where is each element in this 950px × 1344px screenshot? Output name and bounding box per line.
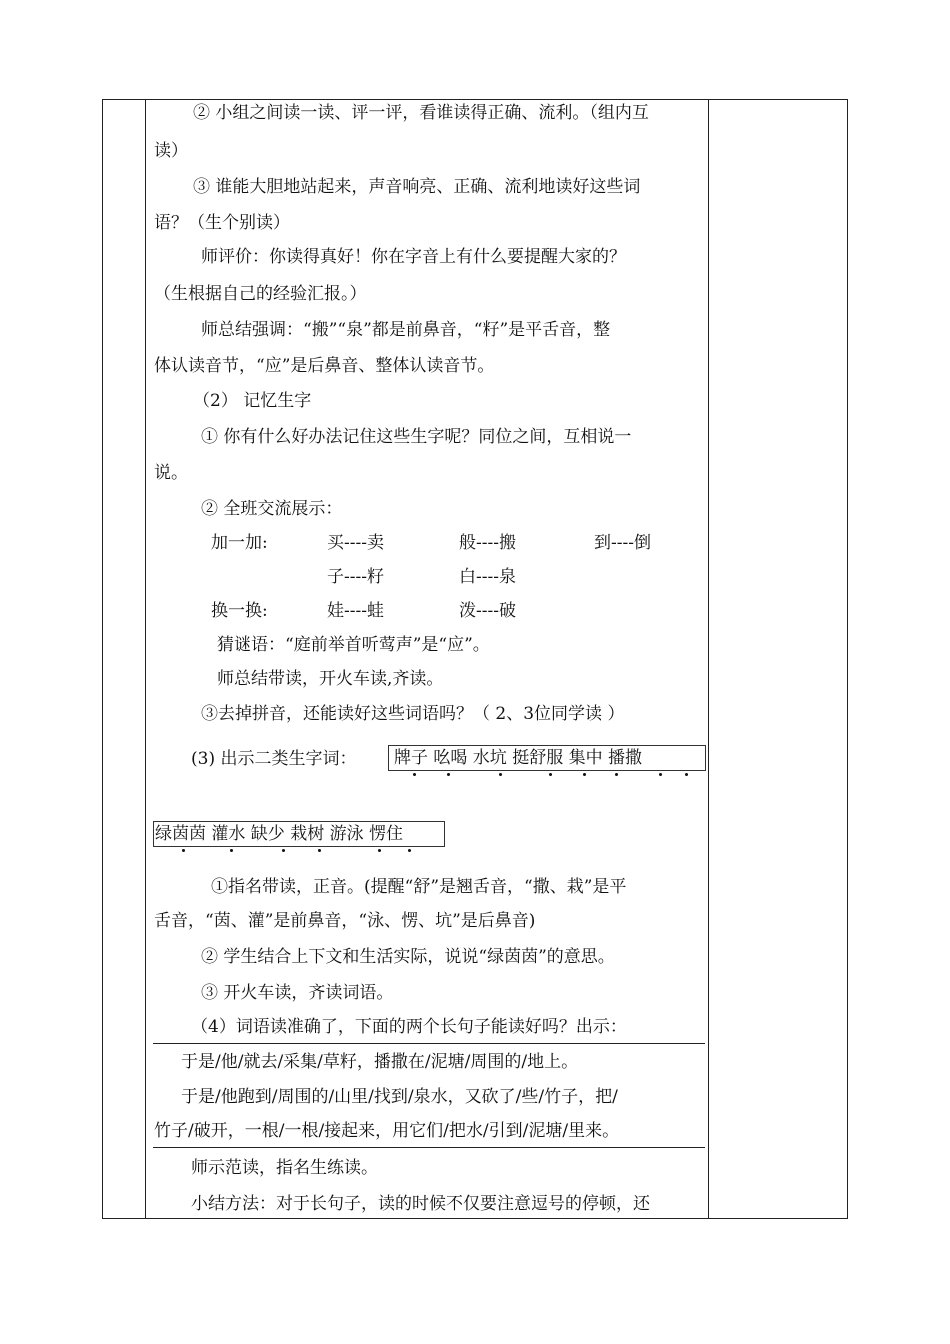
sentence-box-top <box>153 1043 705 1044</box>
add-pair: 子----籽 <box>327 567 384 587</box>
vocab-box-2 <box>153 821 445 847</box>
text-line: ② 小组之间读一读、评一评，看谁读得正确、流利。（组内互 <box>193 103 649 123</box>
text-line: ② 学生结合上下文和生活实际，说说“绿茵茵”的意思。 <box>201 947 615 967</box>
sentence-box-bottom <box>153 1147 705 1148</box>
add-pair: 白----泉 <box>459 567 516 587</box>
swap-pair: 泼----破 <box>459 601 516 621</box>
text-line: 师评价：你读得真好！你在字音上有什么要提醒大家的？ <box>201 247 626 267</box>
lesson-table <box>102 99 848 1219</box>
practice-sentence: 于是/他/就去/采集/草籽，播撒在/泥塘/周围的/地上。 <box>181 1052 579 1072</box>
text-line: 师总结强调：“搬”“泉”都是前鼻音，“籽”是平舌音，整 <box>201 320 611 340</box>
text-line: ③ 开火车读，齐读词语。 <box>201 983 394 1003</box>
column-divider-right <box>708 100 709 1218</box>
column-divider-left <box>145 100 146 1218</box>
text-line: 小结方法：对于长句子，读的时候不仅要注意逗号的停顿，还 <box>191 1194 650 1214</box>
swap-label: 换一换: <box>211 601 268 621</box>
add-label: 加一加: <box>211 533 268 553</box>
add-pair: 到----倒 <box>594 533 651 553</box>
section-heading: (3) 出示二类生字词： <box>191 749 357 769</box>
text-line: 师示范读，指名生练读。 <box>191 1158 378 1178</box>
text-line: ③ 谁能大胆地站起来，声音响亮、正确、流利地读好这些词 <box>193 177 641 197</box>
text-line: 说。 <box>154 463 188 483</box>
text-line: 读） <box>154 141 188 161</box>
add-pair: 买----卖 <box>327 533 384 553</box>
practice-sentence: 竹子/破开，一根/一根/接起来，用它们/把水/引到/泥塘/里来。 <box>154 1121 620 1141</box>
section-heading: （2） 记忆生字 <box>193 391 312 411</box>
lesson-content-cell <box>147 100 707 1218</box>
text-line: 猜谜语：“庭前举首听莺声”是“应”。 <box>217 635 490 655</box>
text-line: ③去掉拼音，还能读好这些词语吗？（ 2、3位同学读 ） <box>201 704 625 724</box>
text-line: 舌音，“茵、灌”是前鼻音，“泳、愣、坑”是后鼻音) <box>154 911 536 931</box>
vocab-words: 绿茵茵 灌水 缺少 栽树 游泳 愣住 <box>155 824 404 844</box>
text-line: （生根据自己的经验汇报。） <box>154 284 367 304</box>
practice-sentence: 于是/他跑到/周围的/山里/找到/泉水，又砍了/些/竹子，把/ <box>181 1087 618 1107</box>
text-line: 体认读音节，“应”是后鼻音、整体认读音节。 <box>154 356 495 376</box>
vocab-box-1 <box>388 745 706 771</box>
text-line: ① 你有什么好办法记住这些生字呢？同位之间，互相说一 <box>201 427 632 447</box>
text-line: ② 全班交流展示： <box>201 499 343 519</box>
swap-pair: 娃----蛙 <box>327 601 384 621</box>
text-line: ①指名带读，正音。(提醒“舒”是翘舌音，“撒、栽”是平 <box>211 877 627 897</box>
vocab-words: 牌子 吆喝 水坑 挺舒服 集中 播撒 <box>394 748 643 768</box>
section-heading: （4）词语读准确了，下面的两个长句子能读好吗？出示： <box>191 1017 627 1037</box>
text-line: 师总结带读，开火车读,齐读。 <box>217 669 444 689</box>
add-pair: 般----搬 <box>459 533 516 553</box>
text-line: 语？（生个别读） <box>154 213 290 233</box>
